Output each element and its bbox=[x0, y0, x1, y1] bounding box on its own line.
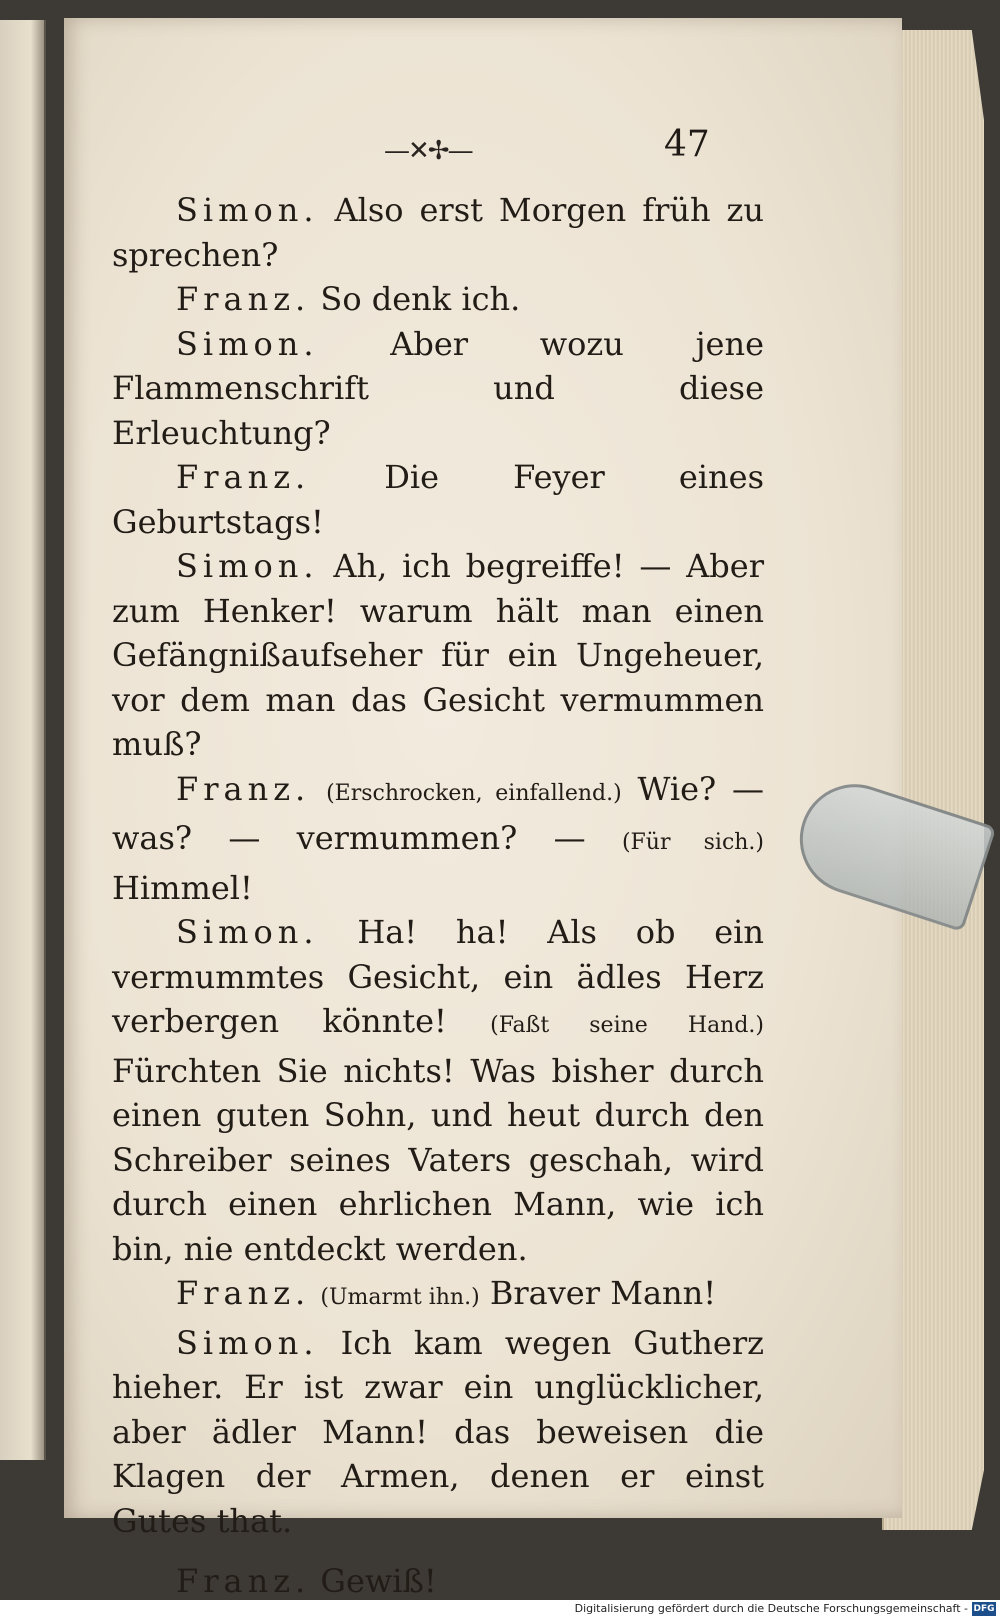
dialogue-text: Himmel! bbox=[112, 868, 253, 907]
page-number: 47 bbox=[664, 124, 710, 165]
dialogue-text: So denk ich. bbox=[320, 280, 521, 318]
speaker-name: Franz. bbox=[176, 769, 311, 808]
dialogue-paragraph bbox=[112, 277, 764, 322]
speaker-name: Simon. bbox=[176, 191, 319, 229]
dialogue-text: Fürchten Sie nichts! Was bisher durch einen guten Sohn, und heut durch den Schreiber seines Vaters geschah, wird durch einen ehrlichen Mann, wie ich bin, nie entdeckt werden. bbox=[112, 1051, 764, 1268]
stage-direction: (Umarmt ihn.) bbox=[320, 1285, 480, 1310]
speaker-name: Simon. bbox=[176, 324, 319, 363]
speaker-name: Simon. bbox=[176, 1323, 319, 1362]
dialogue-text: Die Feyer eines Geburtstags! bbox=[112, 458, 765, 541]
dialogue-paragraph bbox=[112, 1559, 764, 1604]
speaker-name: Franz. bbox=[176, 1562, 311, 1600]
dialogue-paragraph bbox=[112, 544, 764, 767]
footer-bar bbox=[0, 1600, 1000, 1620]
dialogue-text: Wie? — was? — vermummen? — bbox=[112, 769, 765, 857]
footer-credit: Digitalisierung gefördert durch die Deutsche Forschungsgemeinschaft - bbox=[574, 1602, 968, 1615]
dialogue-text: Also erst Morgen früh zu sprechen? bbox=[112, 191, 765, 274]
dialogue-paragraph bbox=[112, 455, 764, 544]
dialogue-paragraph bbox=[112, 188, 764, 277]
stage-direction: (Faßt seine Hand.) bbox=[490, 1013, 765, 1038]
dialogue-text: Ah, ich begreiffe! — Aber zum Henker! warum hält man einen Gefängnißaufseher für ein Ungeheuer, vor dem man das Gesicht vermummen muß? bbox=[112, 547, 764, 763]
page-header bbox=[384, 124, 744, 174]
speaker-name: Simon. bbox=[176, 547, 319, 585]
previous-page-edge bbox=[0, 20, 46, 1460]
dialogue-text: Braver Mann! bbox=[489, 1274, 717, 1312]
header-ornament: —✕✢— bbox=[384, 136, 472, 166]
speaker-name: Franz. bbox=[176, 1274, 311, 1312]
stage-direction: (Für sich.) bbox=[621, 830, 765, 855]
dialogue-paragraph bbox=[112, 1271, 764, 1321]
dialogue-paragraph bbox=[112, 767, 764, 911]
dialogue-paragraph bbox=[112, 910, 764, 1271]
dialogue-text: Ha! ha! Als ob ein vermummtes Gesicht, ein ädles Herz verbergen könnte! bbox=[112, 913, 765, 1040]
dialogue-text: Ich kam wegen Gutherz hieher. Er ist zwar ein unglücklicher, aber ädler Mann! das beweisen die Klagen der Armen, denen er einst Gutes that. bbox=[112, 1323, 764, 1540]
speaker-name: Franz. bbox=[176, 280, 311, 318]
speaker-name: Franz. bbox=[176, 458, 311, 496]
dialogue-paragraph bbox=[112, 322, 764, 456]
stage-direction: (Erschrocken, einfallend.) bbox=[326, 780, 622, 806]
dfg-logo: DFG bbox=[973, 1604, 995, 1614]
dialogue-text: Aber wozu jene Flammenschrift und diese Erleuchtung? bbox=[112, 324, 765, 452]
dialogue-text: Gewiß! bbox=[320, 1562, 437, 1600]
speaker-name: Simon. bbox=[176, 913, 319, 951]
dialogue-paragraph bbox=[112, 1321, 764, 1544]
page-text bbox=[112, 188, 764, 1604]
